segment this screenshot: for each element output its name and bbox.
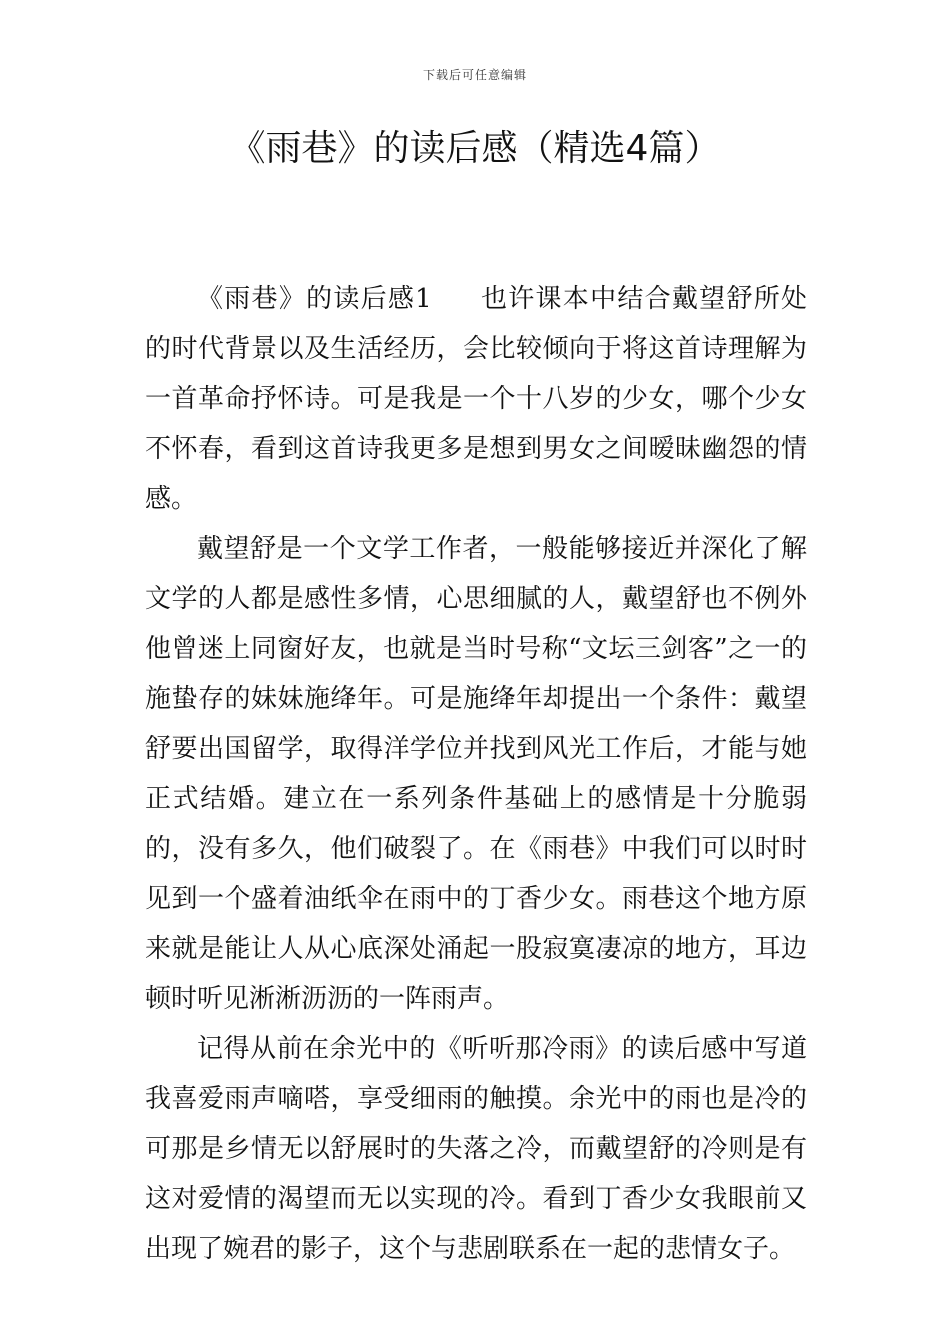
paragraph-1 bbox=[145, 274, 807, 524]
header-note: 下载后可任意编辑 bbox=[422, 68, 527, 82]
document-title: 《雨巷》的读后感（精选4篇） bbox=[229, 128, 721, 169]
document-body bbox=[145, 274, 807, 1274]
paragraph-2: 戴望舒是一个文学工作者，一般能够接近并深化了解文学的人都是感性多情，心思细腻的人，戴望舒也不例外他曾迷上同窗好友，也就是当时号称“文坛三剑客”之一的施蛰存的妹妹施绛年。可是施绛年却提出一个条件：戴望舒要出国留学，取得洋学位并找到风光工作后，才能与她正式结婚。建立在一系列条件基础上的感情是十分脆弱的，没有多久，他们破裂了。在《雨巷》中我们可以时时见到一个盛着油纸伞在雨中的丁香少女。雨巷这个地方原来就是能让人从心底深处涌起一股寂寞凄凉的地方，耳边顿时听见淅淅沥沥的一阵雨声。 bbox=[145, 534, 807, 1014]
paragraph-3: 记得从前在余光中的《听听那冷雨》的读后感中写道我喜爱雨声嘀嗒，享受细雨的触摸。余光中的雨也是冷的可那是乡情无以舒展时的失落之冷，而戴望舒的冷则是有这对爱情的渴望而无以实现的冷。看到丁香少女我眼前又出现了婉君的影子，这个与悲剧联系在一起的悲情女子。 bbox=[145, 1034, 807, 1264]
paragraph-1-text: 也许课本中结合戴望舒所处的时代背景以及生活经历，会比较倾向于将这首诗理解为一首革命抒怀诗。可是我是一个十八岁的少女，哪个少女不怀春，看到这首诗我更多是想到男女之间暧昧幽怨的情感。 bbox=[145, 284, 807, 514]
section-label: 《雨巷》的读后感1 bbox=[197, 284, 432, 314]
